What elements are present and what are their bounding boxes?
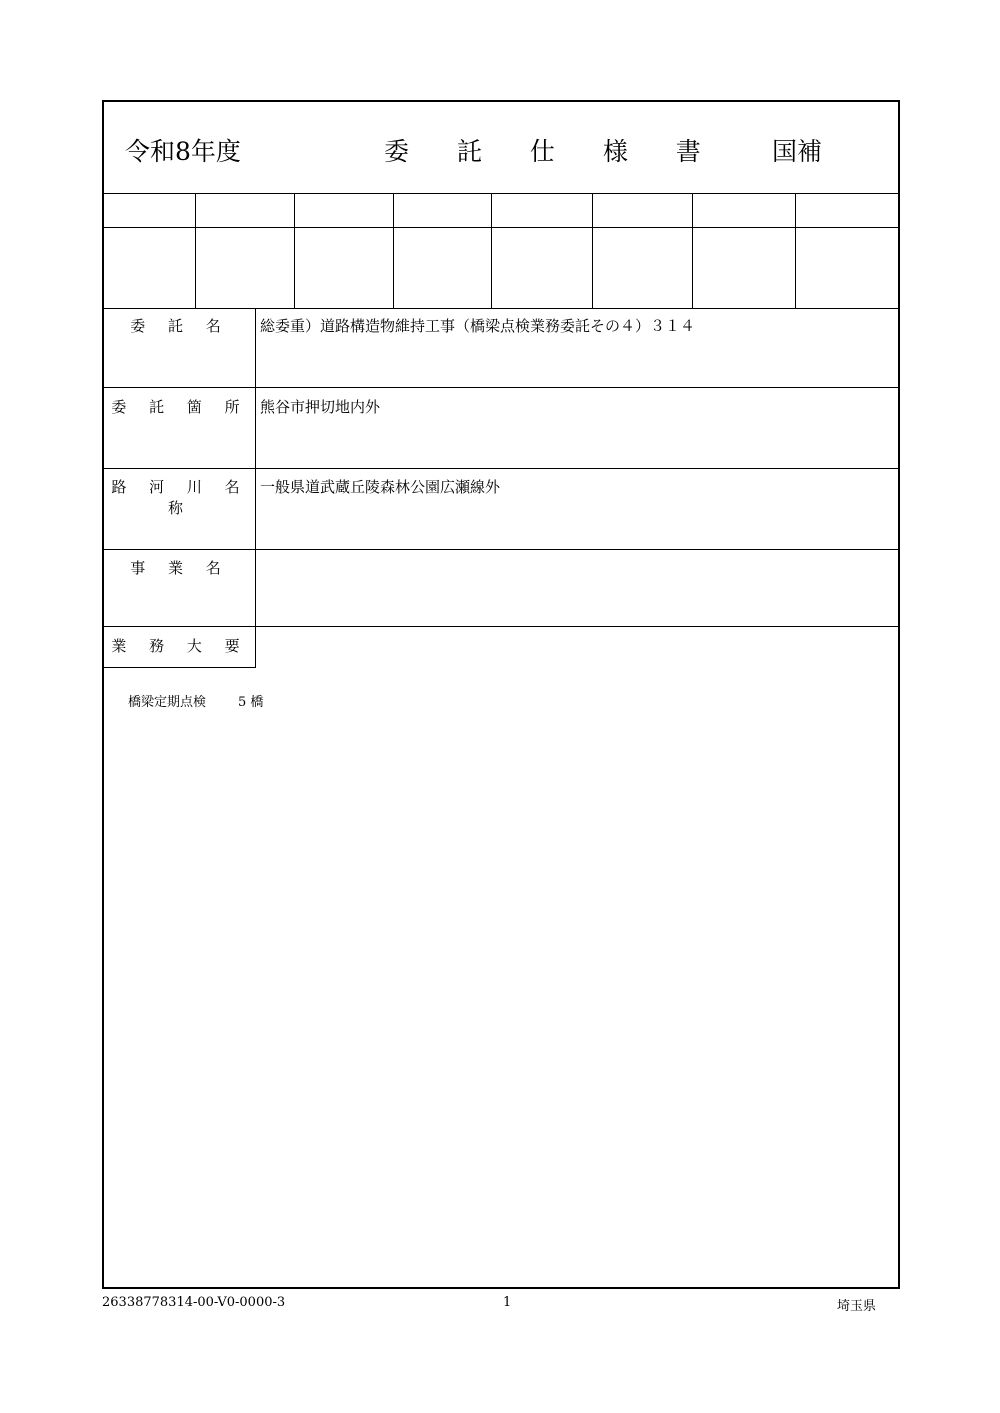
grid-line-field — [102, 626, 900, 627]
grid-line-stamp-bottom — [102, 308, 900, 309]
label-work-outline: 業 務 大 要 — [111, 637, 249, 655]
grid-line-stamp-row — [102, 227, 900, 228]
footer-page-number: 1 — [503, 1295, 512, 1310]
label-road-river-name: 路 河 川 名 称 — [111, 478, 249, 517]
stamp-column-divider — [795, 193, 796, 308]
fiscal-year: 令和8年度 — [125, 137, 241, 166]
outline-item-label: 橋梁定期点検 — [128, 695, 207, 710]
outline-item-count: 5 橋 — [238, 695, 264, 710]
grid-line-field — [102, 387, 900, 388]
value-commission-name: 総委重）道路構造物維持工事（橋梁点検業務委託その４）３１４ — [260, 317, 696, 335]
stamp-column-divider — [294, 193, 295, 308]
value-road-river-name: 一般県道武蔵丘陵森林公園広瀬線外 — [260, 478, 501, 496]
work-outline-item — [128, 691, 263, 710]
stamp-column-divider — [692, 193, 693, 308]
subsidy-category: 国補 — [772, 137, 823, 166]
footer-issuer: 埼玉県 — [837, 1299, 877, 1314]
stamp-column-divider — [393, 193, 394, 308]
label-project-name: 事 業 名 — [130, 559, 230, 577]
footer-document-code: 26338778314-00-V0-0000-3 — [102, 1295, 286, 1310]
stamp-column-divider — [195, 193, 196, 308]
stamp-column-divider — [592, 193, 593, 308]
label-commission-name: 委 託 名 — [130, 317, 230, 335]
value-commission-location: 熊谷市押切地内外 — [260, 398, 381, 416]
grid-line-header-bottom — [102, 193, 900, 194]
grid-line-outline-label — [102, 667, 256, 668]
stamp-column-divider — [491, 193, 492, 308]
grid-line-field — [102, 549, 900, 550]
label-commission-location: 委 託 箇 所 — [111, 398, 249, 416]
grid-line-field — [102, 468, 900, 469]
document-title: 委 託 仕 様 書 — [384, 137, 721, 166]
